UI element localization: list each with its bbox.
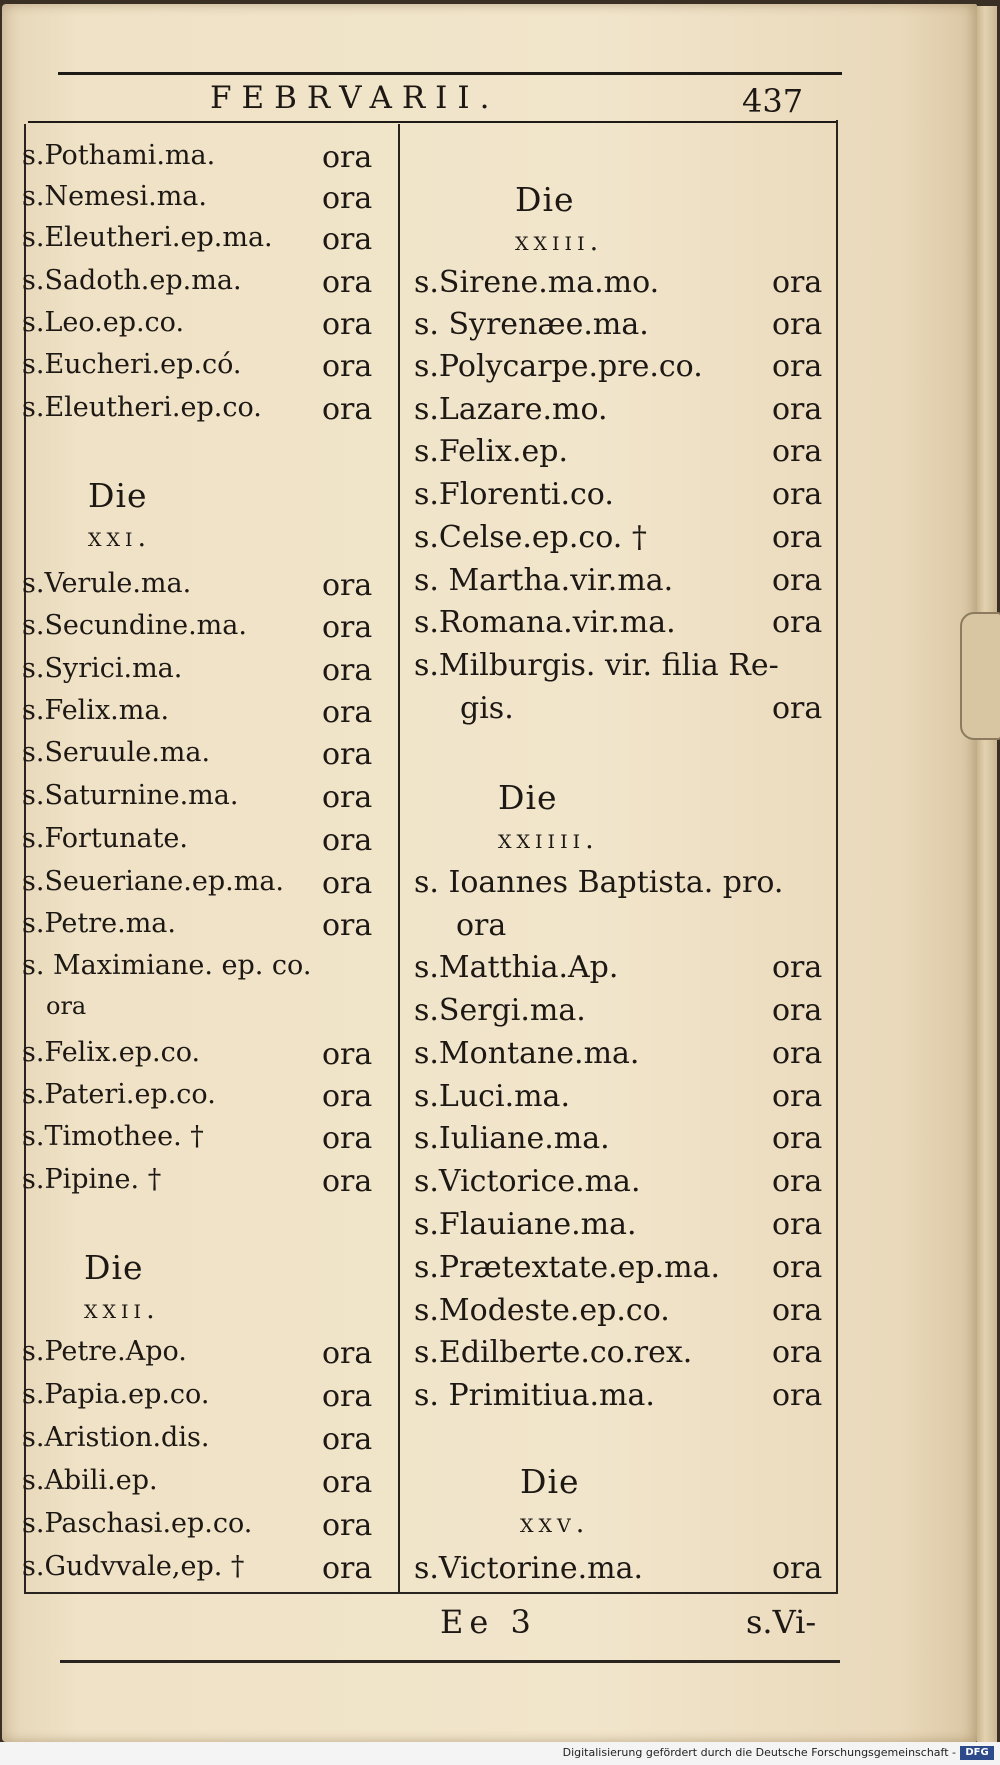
running-head: FEBRVARII. [210,80,500,116]
day-heading: Die xxiiii. [498,778,599,855]
catchword: s.Vi- [746,1603,817,1641]
page-edge [977,6,997,1742]
left-border-line [24,124,26,1594]
signature-mark: Ee 3 [440,1603,537,1641]
right-border-line [836,120,838,1594]
table-bottom-rule [26,1592,838,1594]
footer-rule [60,1660,840,1663]
day-heading: Die xxiii. [515,180,604,257]
digitization-credit: Digitalisierung gefördert durch die Deutsche Forschungsgemeinschaft - [562,1746,956,1759]
day-heading: Die xxi. [88,476,152,553]
header-underline [28,121,836,123]
page-number: 437 [742,82,804,120]
thumb-tab-marker [960,612,1000,740]
header-rule [58,72,842,75]
column-divider [398,124,400,1594]
day-heading: Die xxv. [520,1462,590,1539]
day-heading: Die xxii. [84,1248,160,1325]
dfg-logo: DFG [960,1746,994,1760]
